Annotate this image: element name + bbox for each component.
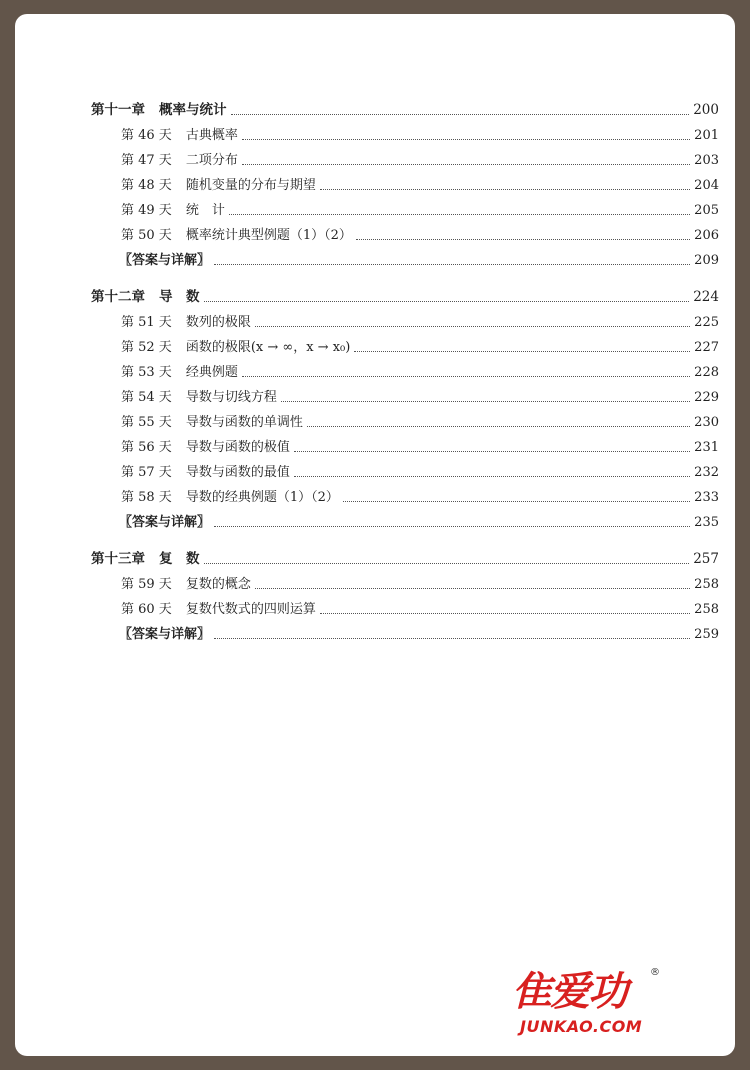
chapter-title: 导 数 bbox=[159, 289, 200, 305]
page-number: 206 bbox=[694, 228, 719, 243]
entry-title: 导数的经典例题（1）（2） bbox=[185, 490, 339, 505]
toc-entry-day-49[interactable] bbox=[91, 198, 719, 223]
logo-domain: JUNKAO.COM bbox=[520, 1017, 643, 1036]
day-label: 第 47 天 bbox=[121, 153, 172, 168]
toc-entry-day-48[interactable] bbox=[91, 173, 719, 198]
page-number: 231 bbox=[694, 440, 719, 455]
entry-title: 导数与函数的极值 bbox=[185, 440, 290, 455]
dot-leader bbox=[214, 637, 690, 639]
page-number: 209 bbox=[694, 253, 719, 268]
toc-answers-chapter-13[interactable] bbox=[91, 622, 719, 647]
entry-title: 数列的极限 bbox=[185, 315, 251, 330]
entry-title: 二项分布 bbox=[185, 153, 238, 168]
day-label: 第 46 天 bbox=[121, 128, 172, 143]
dot-leader bbox=[255, 325, 690, 327]
toc-entry-day-52[interactable] bbox=[91, 335, 719, 360]
dot-leader bbox=[229, 213, 690, 215]
page-number: 205 bbox=[694, 203, 719, 218]
toc-entry-day-50[interactable] bbox=[91, 223, 719, 248]
page-number: 224 bbox=[693, 289, 719, 305]
toc-chapter-13[interactable] bbox=[91, 547, 719, 572]
chapter-number: 第十一章 bbox=[91, 102, 145, 118]
page-number: 258 bbox=[694, 577, 719, 592]
toc-entry-day-46[interactable] bbox=[91, 123, 719, 148]
page-number: 228 bbox=[694, 365, 719, 380]
page-number: 233 bbox=[694, 490, 719, 505]
page-number: 259 bbox=[694, 627, 719, 642]
day-label: 第 60 天 bbox=[121, 602, 172, 617]
toc-entry-day-57[interactable] bbox=[91, 460, 719, 485]
entry-title: 导数与函数的最值 bbox=[185, 465, 290, 480]
answers-label: 〖答案与详解〗 bbox=[119, 515, 211, 530]
day-label: 第 48 天 bbox=[121, 178, 172, 193]
entry-title: 统 计 bbox=[185, 203, 225, 218]
dot-leader bbox=[204, 562, 690, 564]
entry-title: 古典概率 bbox=[185, 128, 238, 143]
dot-leader bbox=[255, 587, 690, 589]
page-number: 232 bbox=[694, 465, 719, 480]
logo-wordmark: 隹爱功 bbox=[512, 969, 626, 1015]
dot-leader bbox=[242, 138, 690, 140]
day-label: 第 53 天 bbox=[121, 365, 172, 380]
page-number: 225 bbox=[694, 315, 719, 330]
day-label: 第 57 天 bbox=[121, 465, 172, 480]
page-number: 229 bbox=[694, 390, 719, 405]
dot-leader bbox=[294, 475, 690, 477]
toc-answers-chapter-12[interactable] bbox=[91, 510, 719, 535]
dot-leader bbox=[320, 188, 690, 190]
chapter-title: 复 数 bbox=[159, 551, 200, 567]
day-label: 第 52 天 bbox=[121, 340, 172, 355]
dot-leader bbox=[356, 238, 690, 240]
entry-title: 导数与函数的单调性 bbox=[185, 415, 303, 430]
toc-entry-day-56[interactable] bbox=[91, 435, 719, 460]
day-label: 第 50 天 bbox=[121, 228, 172, 243]
toc-answers-chapter-11[interactable] bbox=[91, 248, 719, 273]
chapter-title: 概率与统计 bbox=[159, 102, 227, 118]
answers-label: 〖答案与详解〗 bbox=[119, 627, 211, 642]
page-number: 200 bbox=[693, 102, 719, 118]
section-gap bbox=[91, 273, 719, 285]
dot-leader bbox=[354, 350, 690, 352]
table-of-contents bbox=[91, 98, 719, 647]
section-gap bbox=[91, 535, 719, 547]
dot-leader bbox=[231, 113, 690, 115]
registered-mark: ® bbox=[650, 967, 660, 978]
dot-leader bbox=[242, 163, 690, 165]
dot-leader bbox=[214, 525, 690, 527]
day-label: 第 56 天 bbox=[121, 440, 172, 455]
dot-leader bbox=[204, 300, 690, 302]
entry-title: 函数的极限(x → ∞，x → x₀) bbox=[185, 340, 351, 355]
page-number: 258 bbox=[694, 602, 719, 617]
dot-leader bbox=[294, 450, 690, 452]
dot-leader bbox=[343, 500, 690, 502]
page-number: 204 bbox=[694, 178, 719, 193]
day-label: 第 58 天 bbox=[121, 490, 172, 505]
toc-entry-day-47[interactable] bbox=[91, 148, 719, 173]
day-label: 第 51 天 bbox=[121, 315, 172, 330]
entry-title: 随机变量的分布与期望 bbox=[185, 178, 316, 193]
chapter-number: 第十二章 bbox=[91, 289, 145, 305]
page-number: 235 bbox=[694, 515, 719, 530]
dot-leader bbox=[214, 263, 690, 265]
entry-title: 导数与切线方程 bbox=[185, 390, 277, 405]
toc-entry-day-51[interactable] bbox=[91, 310, 719, 335]
toc-entry-day-55[interactable] bbox=[91, 410, 719, 435]
toc-entry-day-59[interactable] bbox=[91, 572, 719, 597]
dot-leader bbox=[281, 400, 690, 402]
toc-entry-day-60[interactable] bbox=[91, 597, 719, 622]
day-label: 第 59 天 bbox=[121, 577, 172, 592]
page-number: 257 bbox=[693, 551, 719, 567]
page-number: 201 bbox=[694, 128, 719, 143]
page-number: 230 bbox=[694, 415, 719, 430]
entry-title: 复数的概念 bbox=[185, 577, 251, 592]
brand-logo bbox=[512, 967, 662, 1047]
day-label: 第 55 天 bbox=[121, 415, 172, 430]
chapter-number: 第十三章 bbox=[91, 551, 145, 567]
entry-title: 复数代数式的四则运算 bbox=[185, 602, 316, 617]
dot-leader bbox=[242, 375, 690, 377]
toc-chapter-12[interactable] bbox=[91, 285, 719, 310]
day-label: 第 54 天 bbox=[121, 390, 172, 405]
toc-entry-day-58[interactable] bbox=[91, 485, 719, 510]
day-label: 第 49 天 bbox=[121, 203, 172, 218]
page-number: 203 bbox=[694, 153, 719, 168]
dot-leader bbox=[307, 425, 690, 427]
toc-entry-day-53[interactable] bbox=[91, 360, 719, 385]
answers-label: 〖答案与详解〗 bbox=[119, 253, 211, 268]
entry-title: 概率统计典型例题（1）（2） bbox=[185, 228, 352, 243]
document-page bbox=[15, 14, 735, 1056]
toc-chapter-11[interactable] bbox=[91, 98, 719, 123]
dot-leader bbox=[320, 612, 690, 614]
toc-entry-day-54[interactable] bbox=[91, 385, 719, 410]
entry-title: 经典例题 bbox=[185, 365, 238, 380]
page-number: 227 bbox=[694, 340, 719, 355]
